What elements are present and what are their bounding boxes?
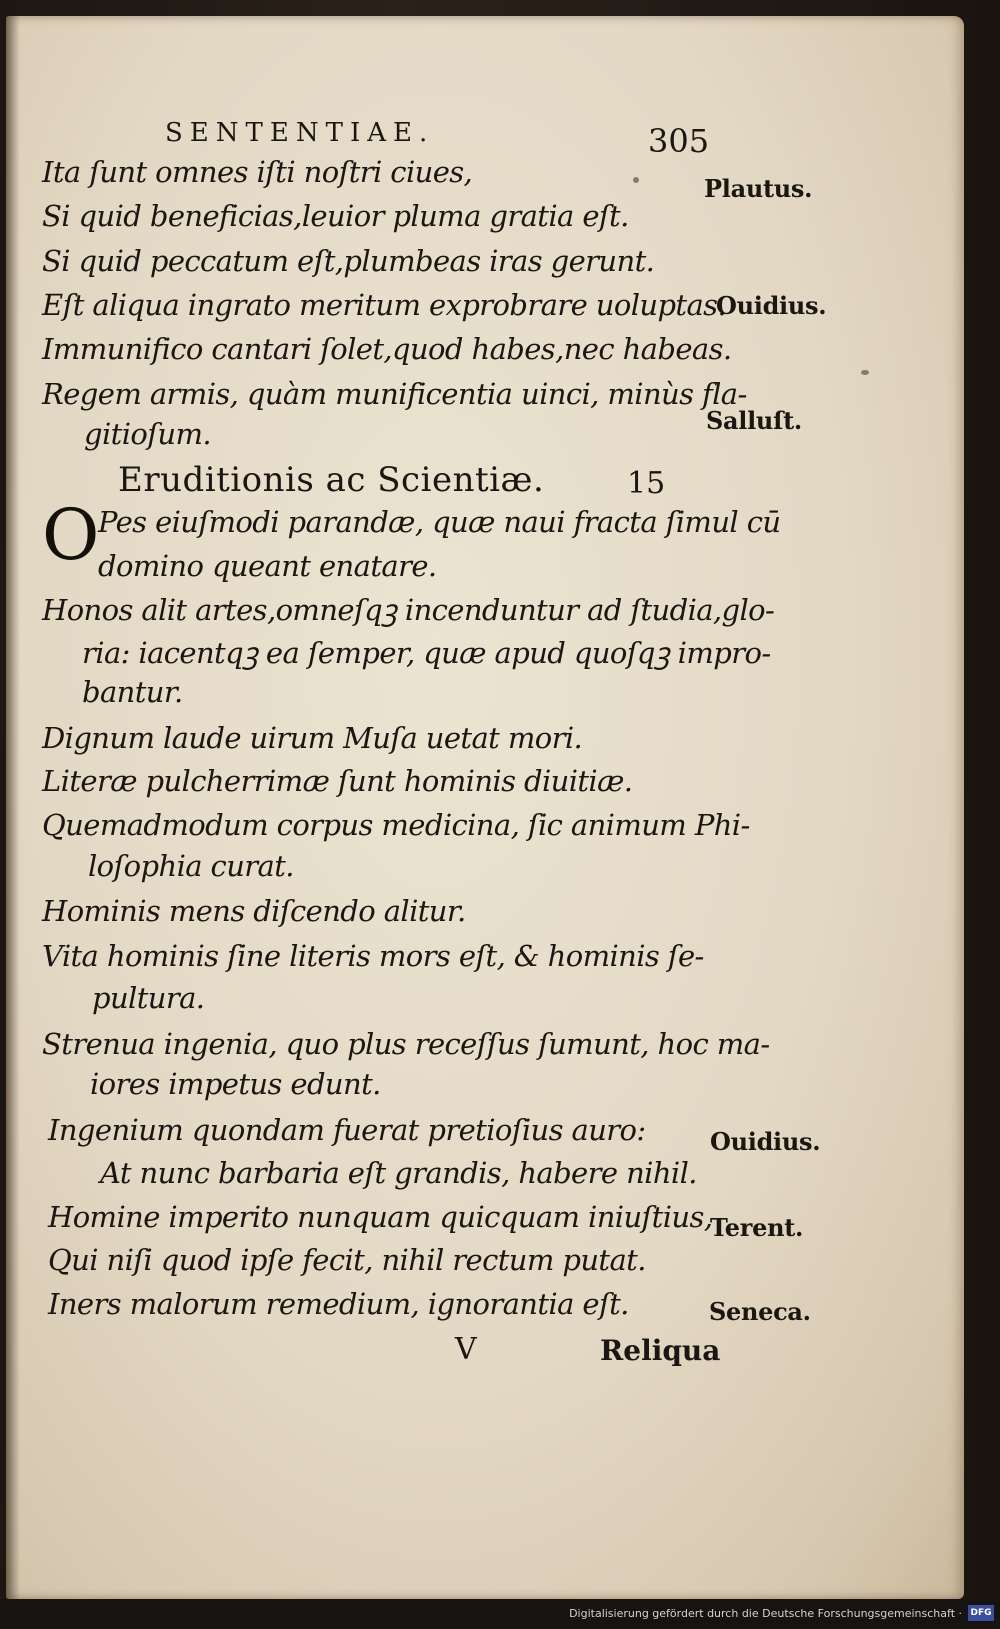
text-line: Strenua ingenia, quo plus receſſus ſumunt, hoc ma-	[42, 1027, 770, 1061]
text-line: Regem armis, quàm munificentia uinci, minùs fla-	[42, 377, 747, 411]
text-line: gitioſum.	[84, 417, 211, 451]
margin-note-ouidius: Ouidius.	[716, 291, 827, 320]
catchword: Reliqua	[600, 1334, 721, 1367]
text-line: Si quid peccatum eſt,plumbeas iras gerunt.	[42, 244, 655, 278]
text-line: Vita hominis ſine literis mors eſt, & hominis ſe-	[42, 939, 704, 973]
text-line: Dignum laude uirum Muſa uetat mori.	[42, 721, 583, 755]
page-gutter-shadow	[6, 16, 20, 1599]
drop-cap: O	[42, 494, 100, 576]
margin-note-seneca: Seneca.	[709, 1297, 811, 1326]
text-line: Hominis mens diſcendo alitur.	[42, 894, 466, 928]
text-line: pultura.	[92, 981, 205, 1015]
text-line: Honos alit artes,omneſqꝫ incenduntur ad ſtudia,glo-	[42, 593, 775, 627]
text-line: Eſt aliqua ingrato meritum exprobrare uoluptas.	[42, 288, 727, 322]
section-heading: Eruditionis ac Scientiæ.	[118, 460, 545, 500]
text-line: ria: iacentqꝫ ea ſemper, quæ apud quoſqꝫ impro-	[82, 636, 771, 670]
text-line: loſophia curat.	[88, 849, 294, 883]
ink-spot	[633, 177, 639, 183]
text-line: domino queant enatare.	[98, 549, 437, 583]
margin-note-plautus: Plautus.	[704, 174, 813, 203]
text-line: Ingenium quondam fuerat pretioſius auro:	[48, 1113, 646, 1147]
text-line: Pes eiuſmodi parandæ, quæ naui fracta ſimul cū	[98, 505, 781, 539]
section-number: 15	[627, 466, 666, 501]
running-title: SENTENTIAE.	[165, 118, 435, 148]
margin-note-ouidius: Ouidius.	[710, 1127, 821, 1156]
text-line: Ita ſunt omnes iſti noſtri ciues,	[42, 155, 473, 189]
text-line: iores impetus edunt.	[90, 1067, 381, 1101]
dfg-logo: DFG	[968, 1605, 994, 1621]
text-line: bantur.	[82, 675, 183, 709]
text-line: Literæ pulcherrimæ ſunt hominis diuitiæ.	[42, 764, 633, 798]
text-line: Quemadmodum corpus medicina, ſic animum Phi-	[42, 808, 750, 842]
page-number: 305	[648, 122, 710, 160]
text-line: Iners malorum remedium, ignorantia eſt.	[48, 1287, 629, 1321]
text-line: At nunc barbaria eſt grandis, habere nihil.	[100, 1156, 697, 1190]
funding-credit: Digitalisierung gefördert durch die Deutsche Forschungsgemeinschaft ·	[569, 1607, 962, 1620]
digitization-footer	[0, 1599, 1000, 1629]
text-line: Si quid beneficias,leuior pluma gratia eſt.	[42, 199, 629, 233]
text-line: Qui niſi quod ipſe fecit, nihil rectum putat.	[48, 1243, 646, 1277]
signature-mark: V	[455, 1332, 477, 1367]
margin-note-terent: Terent.	[710, 1213, 804, 1242]
text-line: Homine imperito nunquam quicquam iniuſtius,	[48, 1200, 713, 1234]
text-line: Immunifico cantari ſolet,quod habes,nec habeas.	[42, 332, 732, 366]
ink-spot	[861, 370, 869, 375]
margin-note-sallust: Salluſt.	[706, 406, 802, 435]
